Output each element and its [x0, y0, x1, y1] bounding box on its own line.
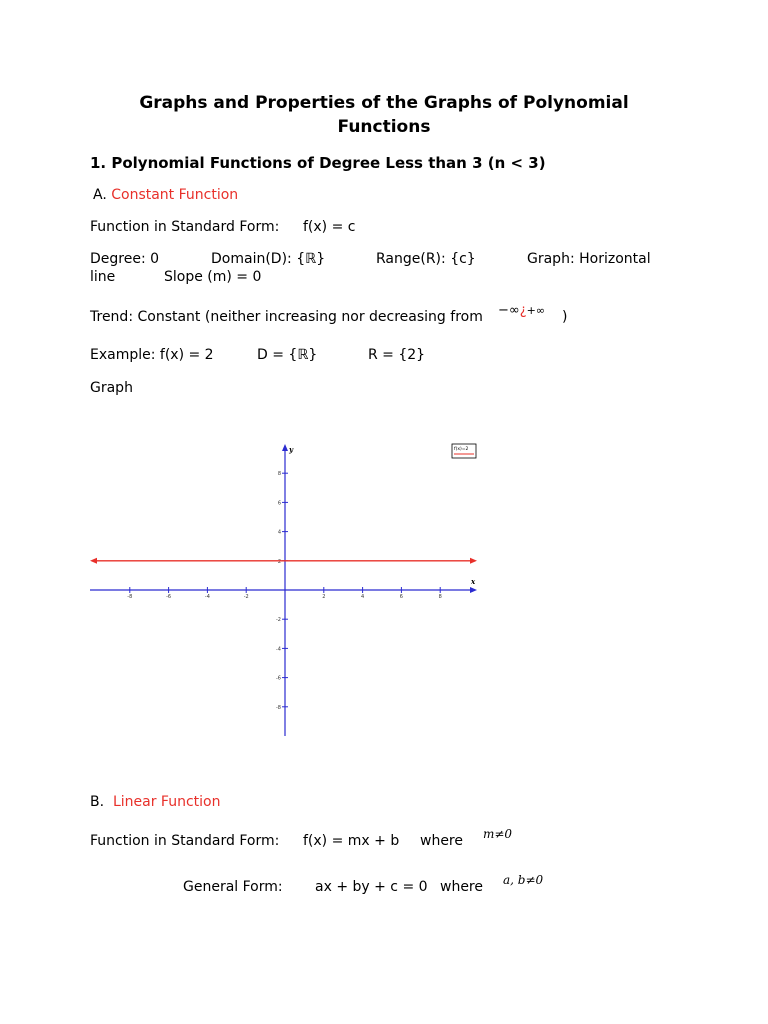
part-b-heading [90, 794, 220, 810]
part-b-general-form-label: General Form: [183, 879, 283, 895]
part-b-letter: B. [90, 794, 105, 810]
part-a-range: Range(R): {c} [376, 251, 476, 267]
x-tick-label: -2 [243, 594, 249, 600]
x-tick-label: 8 [438, 594, 442, 600]
legend-label: f(x)=2 [454, 447, 469, 452]
part-b-general-form: ax + by + c = 0 [315, 879, 428, 895]
part-b-standard-form: f(x) = mx + b [303, 833, 400, 849]
part-a-example-range: R = {2} [368, 347, 426, 363]
part-a-graph-type: Graph: Horizontal [527, 251, 651, 267]
y-tick-label: 8 [277, 471, 281, 478]
x-tick-label: 2 [322, 594, 326, 600]
part-a-standard-form: f(x) = c [303, 219, 356, 235]
part-a-trend-close: ) [562, 309, 568, 325]
part-b-standard-form-label: Function in Standard Form: [90, 833, 280, 849]
constant-function-graph [85, 440, 485, 740]
document-title-line-1: Graphs and Properties of the Graphs of Polynomial [139, 93, 629, 113]
part-a-example-domain: D = {ℝ} [257, 347, 318, 363]
y-axis-label: y [289, 445, 294, 454]
part-a-graph-label: Graph [90, 380, 133, 396]
x-tick-label: 6 [399, 594, 403, 600]
interval-glyph: ¿ [519, 303, 527, 318]
y-axis-arrow [282, 444, 288, 451]
document-title-line-2: Functions [337, 117, 431, 137]
part-b-name: Linear Function [112, 794, 221, 810]
part-a-heading [93, 187, 238, 203]
y-tick-label: 4 [277, 529, 281, 536]
x-tick-label: -6 [166, 594, 172, 600]
x-tick-label: -4 [204, 594, 210, 600]
section-heading: 1. Polynomial Functions of Degree Less than 3 (n < 3) [90, 154, 546, 172]
x-axis-label: x [471, 577, 476, 586]
part-b-condition-1: m≠0 [483, 827, 513, 841]
part-a-graph-type-cont: line [90, 269, 116, 285]
part-b-condition-2: a, b≠0 [503, 873, 544, 887]
series-arrow-right [470, 558, 477, 564]
part-b-where-1: where [420, 833, 463, 849]
series-arrow-left [90, 558, 97, 564]
part-a-trend-interval [498, 303, 545, 318]
part-a-standard-form-label: Function in Standard Form: [90, 219, 280, 235]
y-tick-label: 6 [277, 500, 281, 507]
y-tick-label: -6 [276, 675, 281, 682]
y-tick-label: -8 [276, 704, 281, 711]
part-a-degree: Degree: 0 [90, 251, 160, 267]
part-a-example: Example: f(x) = 2 [90, 347, 214, 363]
part-a-domain: Domain(D): {ℝ} [211, 251, 326, 267]
part-a-name: Constant Function [111, 187, 239, 203]
x-tick-label: 4 [361, 594, 365, 600]
part-a-trend: Trend: Constant (neither increasing nor decreasing from [90, 309, 483, 325]
part-b-where-2: where [440, 879, 483, 895]
x-tick-label: -8 [127, 594, 133, 600]
y-tick-label: -4 [276, 646, 281, 653]
pos-infinity: +∞ [526, 304, 546, 317]
part-a-letter: A. [93, 187, 107, 203]
y-tick-label: 2 [277, 558, 281, 565]
part-a-slope: Slope (m) = 0 [164, 269, 262, 285]
y-tick-label: -2 [276, 617, 281, 624]
x-axis-arrow [470, 587, 477, 593]
neg-infinity: −∞ [498, 303, 520, 318]
